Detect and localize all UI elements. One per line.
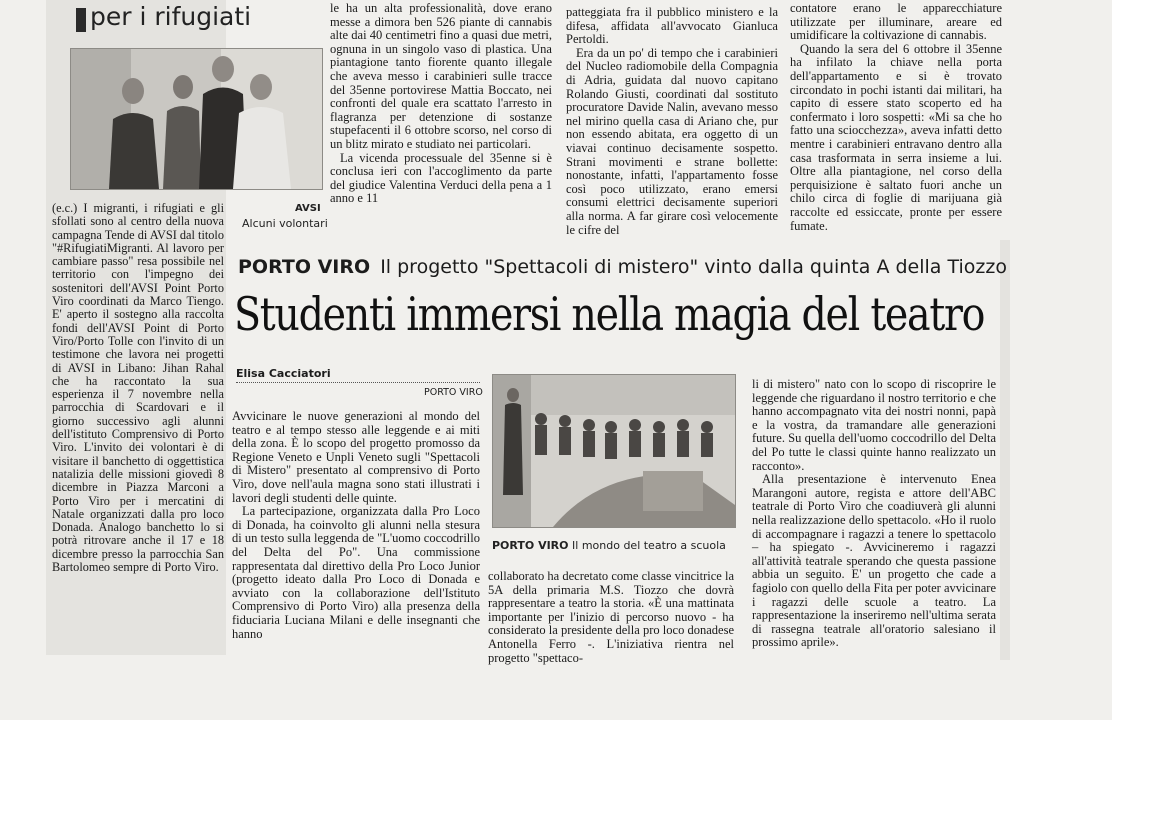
article-col2 [488,570,734,665]
section-bar [76,8,86,32]
paragraph: La partecipazione, organizzata dalla Pro Loco di Donada, ha coinvolto gli alunni nella stesura di un testo sulla leggenda de "L'uomo coccodrillo del Delta del Po". Una commissione rappresentata dal direttivo della Pro Loco Junior (progetto ideato dalla Pro Loco di Donada e avviato con la collaborazione dell'Istituto Comprensivo di Porto Viro) alla presenza della fiduciaria Luciana Milani e delle insegnanti che hanno [232,504,480,641]
article-col3 [752,378,996,650]
top-article-col2 [566,6,778,237]
paragraph: Avvicinare le nuove generazioni al mondo del teatro e al tempo stesso alle leggende e ai miti della zona. È lo scopo del progetto promosso da Regione Veneto e Unpli Veneto sugli "Spettacoli di Mistero" presentato al comprensivo di Porto Viro, dove nell'aula magna sono stati illustrati i lavori degli studenti delle quinte. [232,409,480,505]
photo-credit: AVSI [295,203,321,214]
paragraph: contatore erano le apparecchiature utilizzate per illuminare, areare ed umidificare la coltivazione di cannabis. [790,1,1002,43]
paragraph: Era da un po' di tempo che i carabinieri del Nucleo radiomobile della Compagnia di Adria, guidata dal nuovo capitano Rolando Giusti, coordinati dal sostituto procuratore Davide Nalin, avevano messo nel mirino quella casa di Ariano che, pur non essendo abitata, era oggetto di un viavai continuo decisamente sospetto. Strani movimenti e strane bollette: nonostante, infatti, l'appartamento fosse così poco utilizzato, erano emersi consumi elettrici decisamente superiori alla norma. A far girare così velocemente le cifre del [566,45,778,237]
paragraph: La vicenda processuale del 35enne si è conclusa ieri con l'accoglimento da parte del giudice Valentina Verduci della pena a 1 anno e 11 [330,150,552,206]
byline-rule [236,382,480,383]
volunteers-photo-image [71,49,322,189]
kicker-text: Il progetto "Spettacoli di mistero" vinto dalla quinta A della Tiozzo [380,256,1007,278]
top-article-col1 [330,2,552,206]
top-article-col3 [790,2,1002,233]
paragraph: collaborato ha decretato come classe vincitrice la 5A della primaria M.S. Tiozzo che dovrà rappresentare a teatro la storia. «È una mattinata importante per l'inizio di percorso nuovo - ha considerato la presidente della pro loco donadese Antonella Ferro -. L'iniziativa rientra nel progetto "spettaco- [488,569,734,665]
theatre-photo-caption [492,539,726,552]
theatre-photo [492,374,736,528]
sidebar-text [52,202,224,574]
caption-place: PORTO VIRO [492,539,569,552]
right-shade [1000,240,1010,660]
article-headline: Studenti immersi nella magia del teatro [234,287,985,341]
paragraph: patteggiata fra il pubblico ministero e la difesa, affidata all'avvocato Gianluca Pertoldi. [566,5,778,47]
sidebar-paragraph: (e.c.) I migranti, i rifugiati e gli sfollati sono al centro della nuova campagna Tende di AVSI dal titolo "#RifugiatiMigranti. Al lavoro per cambiare passo" resa possibile nel territorio con l'impegno dei sostenitori dell'AVSI Point Porto Viro coordinati da Marco Tiengo. E' aperto il sostegno alla raccolta fondi dell'AVSI Point di Porto Viro/Porto Tolle con l'invito di un testimone che lavora nei progetti di AVSI in Libano: Jihan Rahal che ha raccontato la sua esperienza il 7 novembre nella parrocchia di Scardovari e il giorno successivo agli alunni dell'istituto Comprensivo di Porto Viro. L'invito dei volontari è di visitare il banchetto di oggettistica natalizia delle missioni giovedì 8 dicembre in Piazza Marconi a Porto Viro per i mercatini di Natale organizzati dalla pro loco Donada. Analogo banchetto lo si potrà ritrovare anche il 17 e 18 dicembre presso la parrocchia San Bartolomeo sempre di Porto Viro. [52,201,224,575]
paragraph: le ha un alta professionalità, dove erano messe a dimora ben 526 piante di cannabis alte dai 40 centimetri fino a quasi due metri, ognuna in un singolo vaso di plastica. Una piantagione tanto fiorente quanto illegale che aveva messo i carabinieri sulle tracce del 35enne portovirese Mattia Boccato, nei confronti del quale era scattato l'arresto in flagranza per detenzione di sostanze stupefacenti il 6 ottobre scorso, nel corso di un blitz mirato e studiato nei particolari. [330,1,552,151]
article-kicker [238,256,1007,278]
theatre-photo-image [493,375,735,527]
paragraph: li di mistero" nato con lo scopo di riscoprire le leggende che riguardano il nostro territorio e che hanno accompagnato vita dei nostri nonni, papà e la vostra, da tramandare alle generazioni future. Su quella dell'uomo coccodrillo del Delta del Po tutte le classi quinte hanno realizzato un racconto». [752,377,997,473]
article-col1 [232,410,480,641]
paragraph: Alla presentazione è intervenuto Enea Marangoni autore, regista e attore dell'ABC teatrale di Porto Viro che coadiuverà gli alunni nella realizzazione dello spettacolo. «Ho il ruolo di accompagnare i ragazzi a tenere lo spettacolo – ha spiegato -. Avvicineremo i ragazzi all'attività teatrale sperando che questa passione abbia un seguito. E' un progetto che cade a fagiolo con quello della Fita per poter avvicinare i ragazzi delle scuole a teatro. La rappresentazione la inseriremo nell'ultima serata di rassegna teatrale all'oratorio salesiano il prossimo aprile». [752,472,997,650]
photo-caption: Alcuni volontari [242,217,328,230]
caption-text: Il mondo del teatro a scuola [572,539,726,552]
sidebar-headline: per i rifugiati [90,2,252,31]
kicker-place: PORTO VIRO [238,256,371,278]
volunteers-photo [70,48,323,190]
dateline: PORTO VIRO [424,387,483,398]
author: Elisa Cacciatori [236,367,331,380]
paragraph: Quando la sera del 6 ottobre il 35enne ha infilato la chiave nella porta dell'appartamento e si è trovato circondato in pochi istanti dai militari, ha capito di essere stato scoperto ed ha confermato i loro sospetti: «Mi sa che ho fatto una sciocchezza», aveva infatti detto mentre i carabinieri entravano dentro alla casa trasformata in serra insieme a lui. Oltre alla piantagione, nel corso della perquisizione è saltato fuori anche un chilo circa di foglie di marijuana già raccolte ed essiccate, pronte per essere fumate. [790,41,1002,233]
